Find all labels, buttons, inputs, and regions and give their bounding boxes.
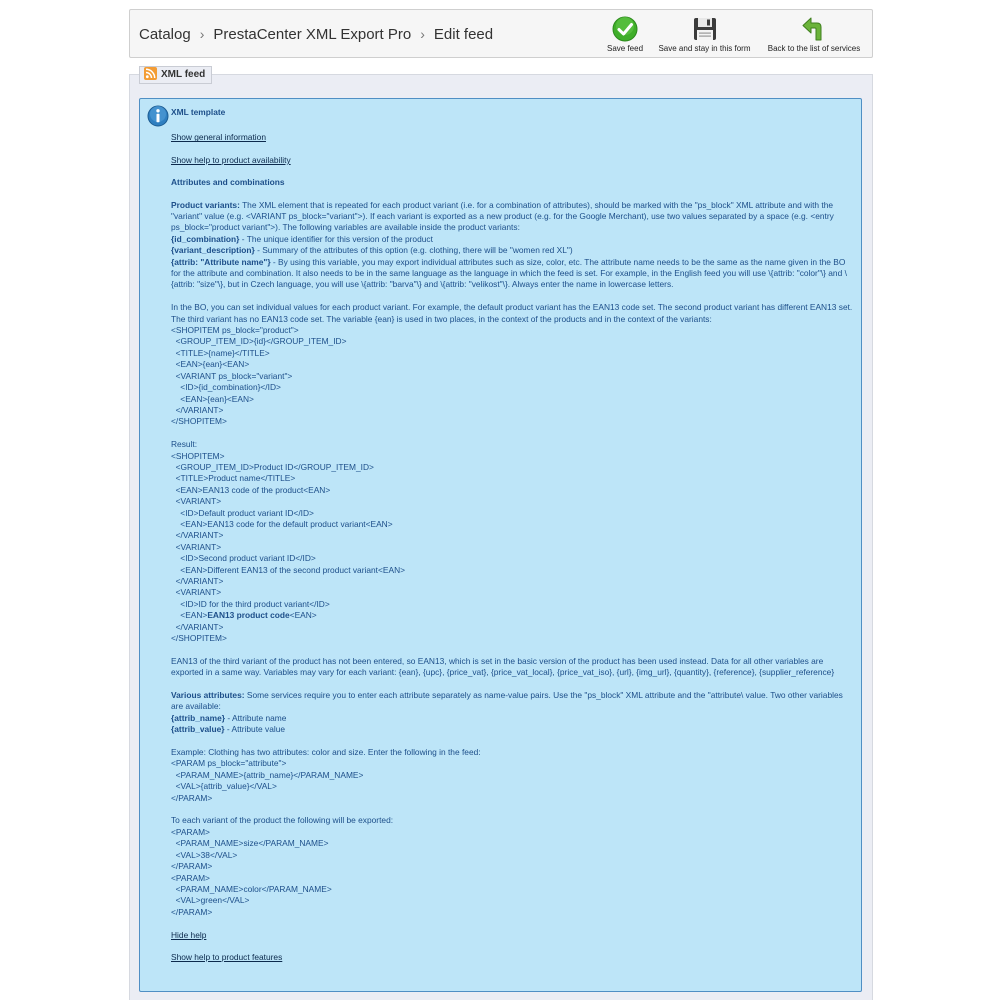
var-id-combination: {id_combination} [171, 233, 240, 244]
template-code-block [171, 325, 857, 428]
example-code-line: <PARAM ps_block="attribute"> [171, 758, 287, 769]
template-code-line: <VARIANT ps_block="variant"> [171, 370, 293, 381]
example-code-line: <VAL>{attrib_value}</VAL> [171, 781, 277, 792]
template-code-line: <EAN>{ean}<EAN> [171, 359, 250, 370]
variants-text: The XML element that is repeated for each product variant (i.e. for a combination of attributes), should be marked with the "ps_block" XML attribute and with the "variant" value (e.g. <VARIANT ps_block="variant">). If each variant is exported as a new product (e.g. for the Google Merchant), use two values separated by a space (e.g. <entry ps_block="product variant">). The following variables are available inside the product variants: [171, 199, 834, 233]
export-code-line: </PARAM> [171, 906, 213, 917]
export-code-line: <VAL>38</VAL> [171, 849, 238, 860]
result-code-line: </VARIANT> [171, 530, 224, 541]
template-code-line: <GROUP_ITEM_ID>{id}</GROUP_ITEM_ID> [171, 336, 347, 347]
result-code-line: <EAN>EAN13 code for the default product variant<EAN> [171, 518, 393, 529]
checkmark-icon [612, 16, 638, 42]
example-code-block [171, 758, 857, 804]
ean-note-paragraph: EAN13 of the third variant of the product has not been entered, so EAN13, which is set in the basic version of the product has been used instead. Data for all other variables are exported in a same way. Variables may vary for each variant: {ean}, {upc}, {price_vat}, {price_vat_local}, {price_vat_iso}, {url}, {img_url}, {quantity}, {reference}, {supplier_reference} [171, 655, 835, 678]
example-code-line: <PARAM_NAME>{attrib_name}</PARAM_NAME> [171, 769, 364, 780]
export-code-line: <PARAM_NAME>size</PARAM_NAME> [171, 838, 329, 849]
result-code-line: <ID>Second product variant ID</ID> [171, 553, 316, 564]
export-label: To each variant of the product the following will be exported: [171, 815, 394, 826]
various-label: Various attributes: [171, 690, 245, 701]
var-attrib-value-desc: - Attribute value [224, 724, 286, 735]
info-icon [147, 105, 169, 127]
template-code-line: <EAN>{ean}<EAN> [171, 393, 254, 404]
save-feed-button[interactable] [603, 16, 647, 53]
example-code-line: </PARAM> [171, 792, 213, 803]
result-code-line: <EAN>Different EAN13 of the second product variant<EAN> [171, 564, 406, 575]
var-variant-description-desc: - Summary of the attributes of this option (e.g. clothing, there will be "women red XL") [254, 245, 573, 256]
save-and-stay-label: Save and stay in this form [658, 44, 751, 53]
result-code-line: <ID>ID for the third product variant</ID> [171, 598, 330, 609]
result-code-line: </VARIANT> [171, 576, 224, 586]
result-bold-text: EAN13 product code [207, 610, 290, 621]
var-attrib-name-desc: - Attribute name [225, 712, 287, 723]
result-code-line: <GROUP_ITEM_ID>Product ID</GROUP_ITEM_ID> [171, 461, 374, 472]
various-text: Some services require you to enter each attribute separately as name-value pairs. Use the "ps_block" XML attribute and the "attribute\ value. Two other variables are available: [171, 690, 843, 712]
breadcrumb-item-module[interactable]: PrestaCenter XML Export Pro [213, 26, 412, 43]
result-code-block [171, 451, 857, 611]
result-code-line: </VARIANT> [171, 621, 224, 632]
export-code-line: <PARAM> [171, 872, 210, 883]
result-bold-line [171, 610, 857, 621]
ean-paragraph: In the BO, you can set individual values for each product variant. For example, the default product variant has the EAN13 code set. The second product variant has different EAN13 set. The third variant has no EAN13 code set. The variable {ean} is used in two places, in the context of the products and in the context of the variants: [171, 302, 853, 324]
result-code-line: <SHOPITEM> [171, 450, 225, 461]
template-code-line: <SHOPITEM ps_block="product"> [171, 325, 299, 336]
help-info-box [139, 98, 862, 992]
show-general-info-link[interactable]: Show general information [171, 132, 266, 143]
back-to-list-button[interactable] [762, 16, 866, 53]
result-code-line: <VARIANT> [171, 496, 222, 507]
template-code-line: </SHOPITEM> [171, 416, 227, 427]
breadcrumb-item-current: Edit feed [433, 26, 494, 43]
result-code-line: <TITLE>Product name</TITLE> [171, 473, 296, 484]
template-code-line: <TITLE>{name}</TITLE> [171, 347, 270, 358]
product-variants-paragraph [171, 200, 857, 291]
help-title: XML template [171, 107, 226, 117]
variants-label: Product variants: [171, 199, 240, 210]
example-label: Example: Clothing has two attributes: color and size. Enter the following in the feed: [171, 747, 481, 758]
result-code-line: <ID>Default product variant ID</ID> [171, 507, 314, 518]
var-attrib-name: {attrib_name} [171, 712, 225, 723]
result-code-line: <EAN>EAN13 code of the product<EAN> [171, 484, 331, 495]
result-tail-block [171, 622, 857, 645]
breadcrumb-separator: › [420, 26, 425, 42]
var-id-combination-desc: - The unique identifier for this version of the product [239, 233, 433, 244]
save-feed-label: Save feed [606, 44, 644, 53]
various-attributes-paragraph [171, 690, 857, 736]
result-code-line: <VARIANT> [171, 541, 222, 552]
return-arrow-icon [801, 16, 827, 42]
section-heading: Attributes and combinations [171, 177, 285, 188]
result-code-line: <VARIANT> [171, 587, 222, 598]
result-bold-prefix: <EAN> [171, 610, 208, 621]
export-code-line: <PARAM> [171, 826, 210, 837]
var-variant-description: {variant_description} [171, 245, 255, 256]
floppy-disk-icon [692, 16, 718, 42]
breadcrumb-separator: › [199, 26, 205, 42]
rss-icon [144, 67, 157, 80]
template-code-line: </VARIANT> [171, 404, 224, 415]
fieldset-legend-label: XML feed [161, 69, 206, 80]
help-content [171, 107, 857, 974]
template-code-line: <ID>{id_combination}</ID> [171, 382, 281, 393]
back-to-list-label: Back to the list of services [767, 44, 861, 53]
result-code-line: </SHOPITEM> [171, 633, 227, 644]
export-code-block [171, 827, 857, 918]
export-code-line: <PARAM_NAME>color</PARAM_NAME> [171, 883, 332, 894]
var-attrib-value: {attrib_value} [171, 724, 225, 735]
var-attrib-desc: - By using this variable, you may export individual attributes such as size, color, etc. The attribute name needs to be the same as the name given in the BO for the attribute and combination. It also needs to be in the same language as the language in which the feed is set. For example, in the English feed you will use \{attrib: "color"\} and \{attrib: "size"\}, but in Czech language, you will use \{attrib: "barva"\} and \{attrib: "velikost"\}. Always enter the name in lowercase letters. [171, 256, 847, 290]
result-bold-suffix: <EAN> [289, 610, 317, 621]
show-features-help-link[interactable]: Show help to product features [171, 951, 283, 962]
show-availability-help-link[interactable]: Show help to product availability [171, 154, 291, 165]
export-code-line: <VAL>green</VAL> [171, 895, 250, 906]
save-and-stay-button[interactable] [653, 16, 756, 53]
toolbar [129, 9, 873, 58]
var-attrib: {attrib: "Attribute name"} [171, 256, 271, 267]
export-code-line: </PARAM> [171, 861, 213, 872]
result-label: Result: [171, 439, 198, 450]
breadcrumb-item-catalog[interactable]: Catalog [139, 26, 191, 43]
breadcrumb [139, 26, 493, 43]
hide-help-link[interactable]: Hide help [171, 929, 207, 940]
fieldset-legend [139, 66, 212, 84]
